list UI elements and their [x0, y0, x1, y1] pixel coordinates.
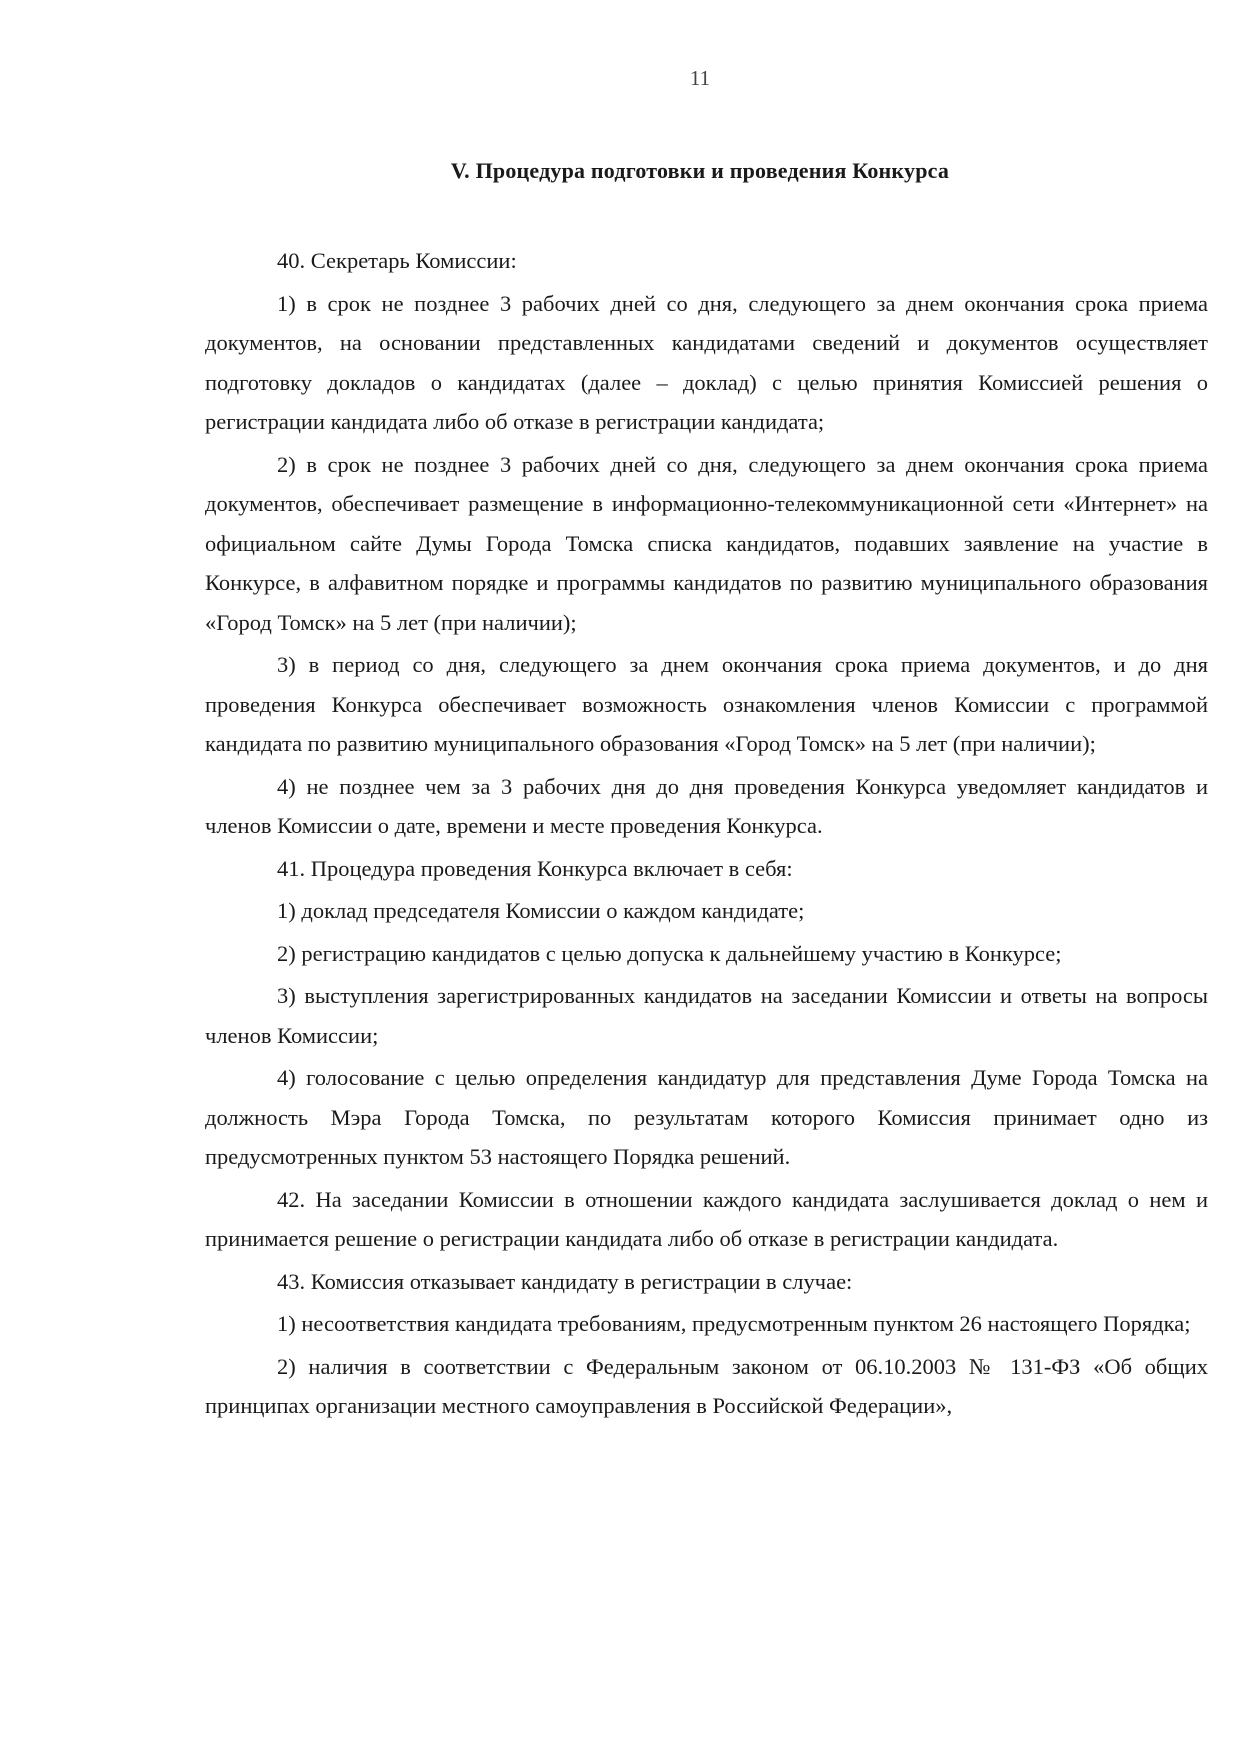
paragraph-40-2: 2) в срок не позднее 3 рабочих дней со дня, следующего за днем окончания срока приема документов, обеспечивает размещение в информационно-телекоммуникационной сети «Интернет» на официальном сайте Думы Города Томска списка кандидатов, подавших заявление на участие в Конкурсе, в алфавитном порядке и программы кандидатов по развитию муниципального образования «Город Томск» на 5 лет (при наличии); [205, 451, 1208, 635]
paragraph-40: 40. Секретарь Комиссии: [277, 248, 517, 273]
paragraph-41-1: 1) доклад председателя Комиссии о каждом кандидате; [277, 898, 805, 923]
paragraph-40-4: 4) не позднее чем за 3 рабочих дня до дня проведения Конкурса уведомляет кандидатов и членов Комиссии о дате, времени и месте проведения Конкурса. [205, 773, 1208, 838]
paragraph-40-3: 3) в период со дня, следующего за днем окончания срока приема документов, и до дня проведения Конкурса обеспечивает возможность ознакомления членов Комиссии с программой кандидата по развитию муниципального образования «Город Томск» на 5 лет (при наличии); [205, 652, 1208, 756]
paragraph-43-2: 2) наличия в соответствии с Федеральным законом от 06.10.2003 № 131-ФЗ «Об общих принципах организации местного самоуправления в Российской Федерации», [205, 1353, 1208, 1418]
section-title: V. Процедура подготовки и проведения Конкурса [450, 158, 950, 183]
paragraph-41-2: 2) регистрацию кандидатов с целью допуска к дальнейшему участию в Конкурсе; [277, 940, 1062, 966]
document-body [205, 241, 1208, 1429]
paragraph-43: 43. Комиссия отказывает кандидату в регистрации в случае: [277, 1268, 853, 1294]
paragraph-41-4: 4) голосование с целью определения кандидатур для представления Думе Города Томска на должность Мэра Города Томска, по результатам которого Комиссия принимает одно из предусмотренных пунктом 53 настоящего Порядка решений. [205, 1065, 1208, 1169]
paragraph-42: 42. На заседании Комиссии в отношении каждого кандидата заслушивается доклад о нем и принимается решение о регистрации кандидата либо об отказе в регистрации кандидата. [205, 1186, 1208, 1251]
paragraph-41: 41. Процедура проведения Конкурса включает в себя: [277, 855, 793, 881]
paragraph-41-3: 3) выступления зарегистрированных кандидатов на заседании Комиссии и ответы на вопросы членов Комиссии; [205, 983, 1208, 1048]
paragraph-43-1: 1) несоответствия кандидата требованиям, предусмотренным пунктом 26 настоящего Порядка; [277, 1311, 1191, 1336]
page-number: 11 [689, 66, 711, 90]
paragraph-40-1: 1) в срок не позднее 3 рабочих дней со дня, следующего за днем окончания срока приема документов, на основании представленных кандидатами сведений и документов осуществляет подготовку докладов о кандидатах (далее – доклад) с целью принятия Комиссией решения о регистрации кандидата либо об отказе в регистрации кандидата; [205, 290, 1208, 434]
